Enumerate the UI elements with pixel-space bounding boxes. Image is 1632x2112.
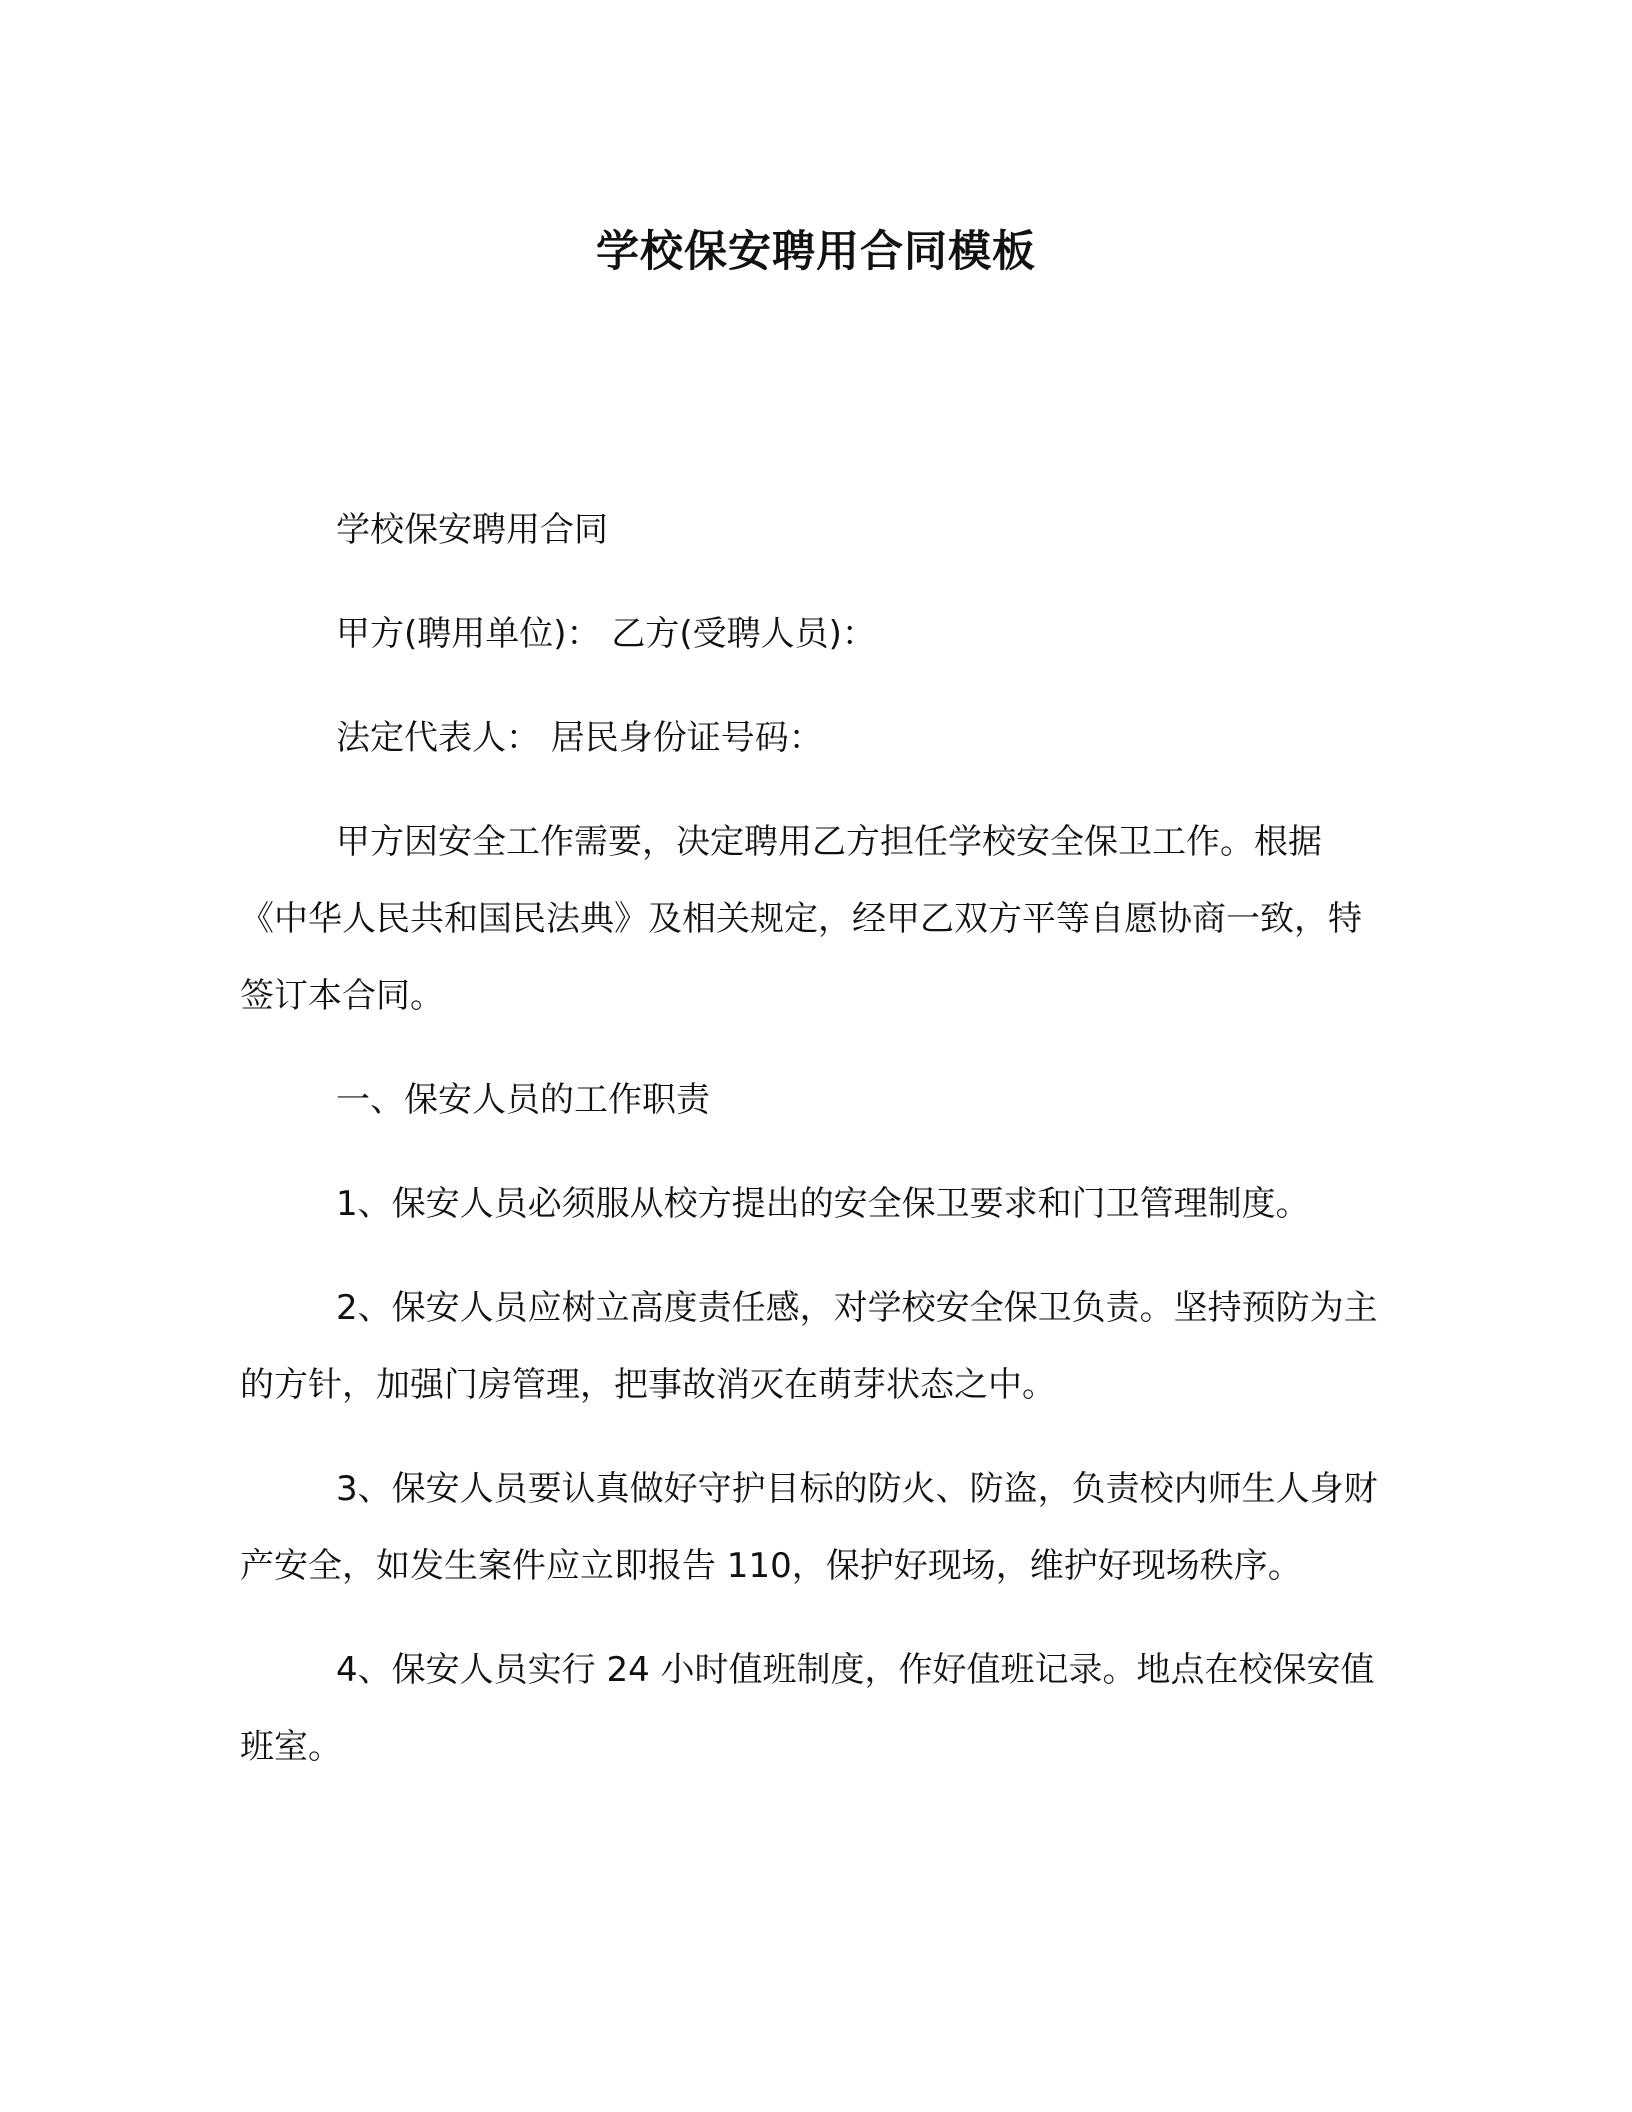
document-title: 学校保安聘用合同模板 <box>596 227 1036 277</box>
document-body <box>240 492 1380 1813</box>
section-heading-duties: 一、保安人员的工作职责 <box>336 1080 710 1120</box>
representative-line: 法定代表人： 居民身份证号码： <box>336 718 823 758</box>
parties-line: 甲方(聘用单位)： 乙方(受聘人员)： <box>336 614 876 654</box>
duty-item-3: 3、保安人员要认真做好守护目标的防火、防盗，负责校内师生人身财产安全，如发生案件应立即报告 110，保护好现场，维护好现场秩序。 <box>240 1469 1378 1586</box>
preamble-paragraph: 甲方因安全工作需要，决定聘用乙方担任学校安全保卫工作。根据《中华人民共和国民法典》及相关规定，经甲乙双方平等自愿协商一致，特签订本合同。 <box>240 822 1362 1016</box>
contract-heading: 学校保安聘用合同 <box>336 510 608 550</box>
duty-item-2: 2、保安人员应树立高度责任感，对学校安全保卫负责。坚持预防为主的方针，加强门房管理，把事故消灭在萌芽状态之中。 <box>240 1288 1378 1405</box>
duty-item-4: 4、保安人员实行 24 小时值班制度，作好值班记录。地点在校保安值班室。 <box>240 1650 1375 1767</box>
duty-item-1: 1、保安人员必须服从校方提出的安全保卫要求和门卫管理制度。 <box>336 1184 1310 1224</box>
